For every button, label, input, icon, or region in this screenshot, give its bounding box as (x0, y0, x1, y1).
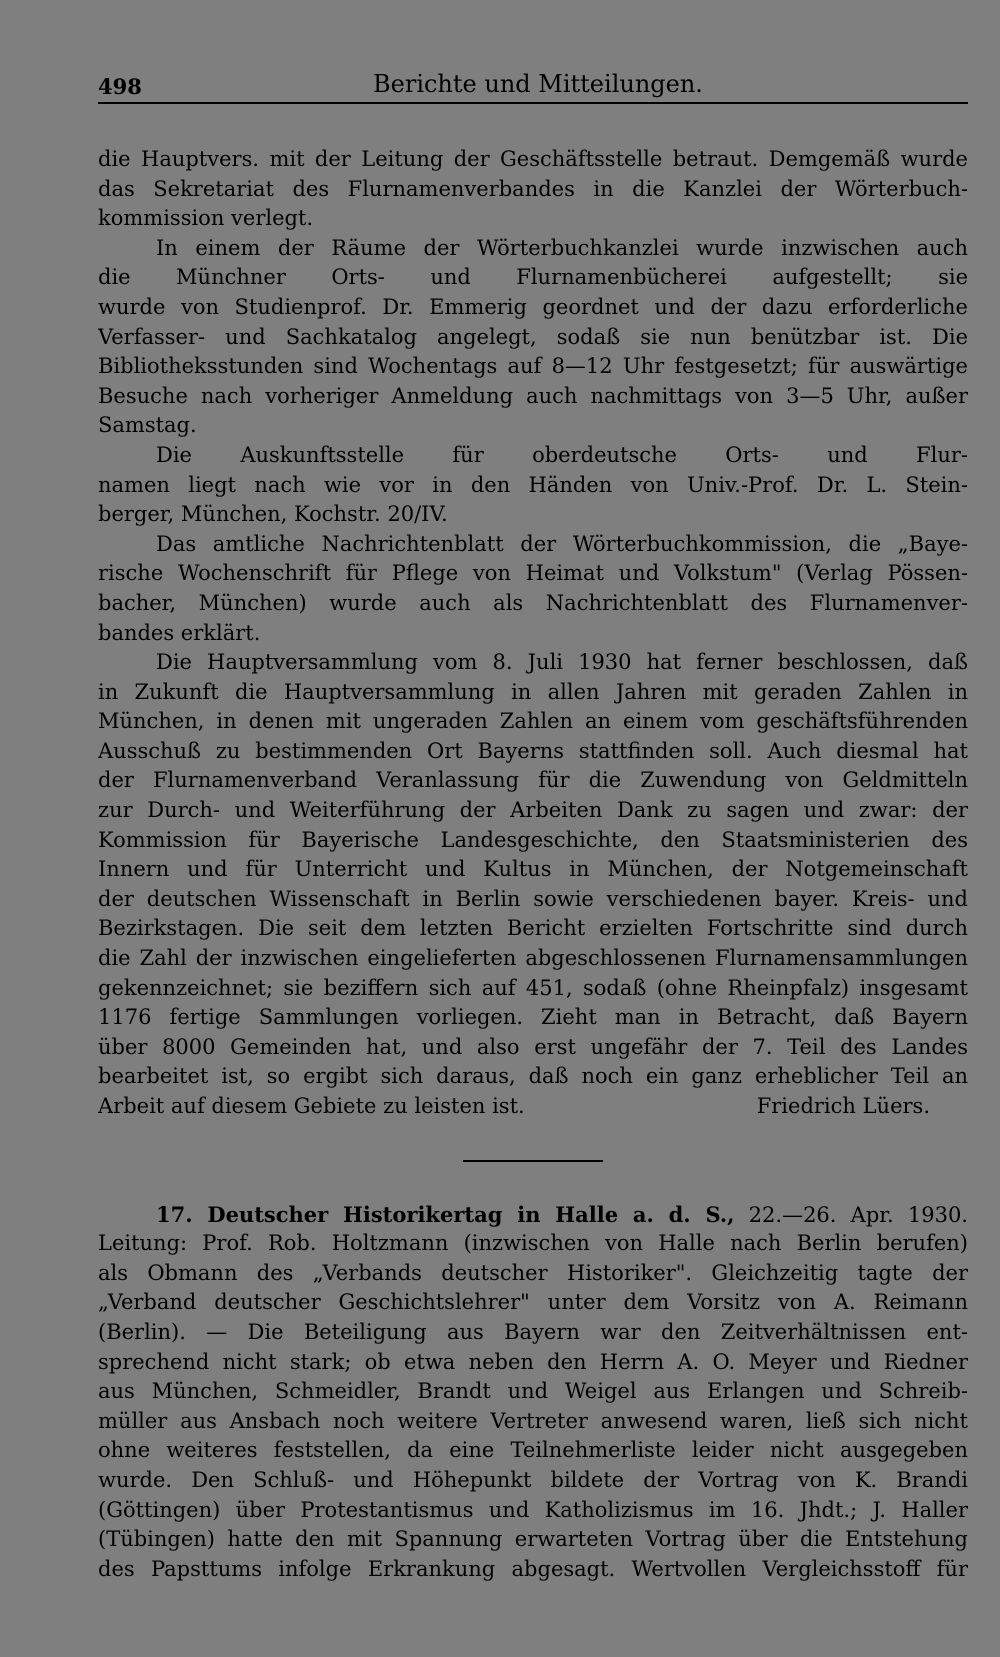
text-line: Die Hauptversammlung vom 8. Juli 1930 hat ferner beschlossen, daß (156, 650, 968, 675)
text-line: (Göttingen) über Protestantismus und Katholizismus im 16. Jhdt.; J. Haller (98, 1497, 968, 1522)
text-line: wurde von Studienprof. Dr. Emmerig geordnet und der dazu erforderliche (98, 294, 968, 319)
report-section (98, 145, 968, 1122)
text-line: die Zahl der inzwischen eingelieferten abgeschlossenen Flurnamensammlungen (98, 946, 968, 971)
text-line: Das amtliche Nachrichtenblatt der Wörterbuchkommission, die „Baye- (156, 531, 968, 556)
text-line: Leitung: Prof. Rob. Holtzmann (inzwischen von Halle nach Berlin berufen) (98, 1231, 968, 1256)
header-rule (98, 102, 968, 104)
text-line: der deutschen Wissenschaft in Berlin sowie verschiedenen bayer. Kreis- und (98, 886, 968, 911)
text-line: Bezirkstagen. Die seit dem letzten Bericht erzielten Fortschritte sind durch (98, 916, 968, 941)
text-line: zur Durch- und Weiterführung der Arbeiten Dank zu sagen und zwar: der (98, 798, 968, 823)
text-line: Arbeit auf diesem Gebiete zu leisten ist. (98, 1094, 525, 1118)
text-line: die Münchner Orts- und Flurnamenbücherei aufgestellt; sie (98, 265, 968, 290)
text-line: München, in denen mit ungeraden Zahlen an einem vom geschäftsführenden (98, 709, 968, 734)
text-line: In einem der Räume der Wörterbuchkanzlei wurde inzwischen auch (156, 235, 968, 260)
text-line: Samstag. (98, 413, 197, 438)
text-line: rische Wochenschrift für Pflege von Heimat und Volkstum" (Verlag Pössen- (98, 561, 968, 586)
page-number: 498 (98, 74, 142, 99)
text-line: namen liegt nach wie vor in den Händen von Univ.-Prof. Dr. L. Stein- (98, 472, 968, 497)
text-line: die Hauptvers. mit der Leitung der Geschäftsstelle betraut. Demgemäß wurde (98, 147, 968, 171)
text-line: ohne weiteres feststellen, da eine Teilnehmerliste leider nicht ausgegeben (98, 1438, 968, 1463)
text-line: als Obmann des „Verbands deutscher Historiker". Gleichzeitig tagte der (98, 1260, 968, 1285)
text-line: berger, München, Kochstr. 20/IV. (98, 502, 448, 527)
text-line: Verfasser- und Sachkatalog angelegt, sodaß sie nun benützbar ist. Die (98, 324, 968, 349)
text-line: Innern und für Unterricht und Kultus in München, der Notgemeinschaft (98, 857, 968, 882)
running-title: Berichte und Mitteilungen. (373, 70, 703, 98)
text-line: bacher, München) wurde auch als Nachrichtenblatt des Flurnamenver- (98, 590, 968, 615)
text-line: 1176 fertige Sammlungen vorliegen. Zieht man in Betracht, daß Bayern (98, 1005, 968, 1030)
section-separator (463, 1160, 603, 1162)
text-line: bearbeitet ist, so ergibt sich daraus, daß noch ein ganz erheblicher Teil an (98, 1064, 968, 1089)
text-line-with-signature (98, 1092, 968, 1122)
text-line: „Verband deutscher Geschichtslehrer" unter dem Vorsitz von A. Reimann (98, 1290, 968, 1315)
author-signature: Friedrich Lüers. (756, 1094, 930, 1118)
text-line: Kommission für Bayerische Landesgeschichte, den Staatsministerien des (98, 827, 968, 852)
text-line: müller aus Ansbach noch weitere Vertreter anwesend waren, ließ sich nicht (98, 1408, 968, 1433)
text-line: gekennzeichnet; sie beziffern sich auf 451, sodaß (ohne Rheinpfalz) insgesamt (98, 975, 968, 1000)
text-line: bandes erklärt. (98, 620, 261, 645)
page-body (98, 145, 968, 1584)
text-line: aus München, Schmeidler, Brandt und Weigel aus Erlangen und Schreib- (98, 1379, 968, 1404)
text-line: wurde. Den Schluß- und Höhepunkt bildete der Vortrag von K. Brandi (98, 1467, 968, 1492)
section-heading-dates: 22.—26. Apr. 1930. (734, 1202, 968, 1227)
section-heading-line (98, 1200, 968, 1230)
page-header (98, 66, 968, 102)
text-line: Ausschuß zu bestimmenden Ort Bayerns stattfinden soll. Auch diesmal hat (98, 738, 968, 763)
text-line: Bibliotheksstunden sind Wochentags auf 8—12 Uhr festgesetzt; für auswärtige (98, 354, 968, 379)
text-line: (Berlin). — Die Beteiligung aus Bayern war den Zeitverhältnissen ent- (98, 1319, 968, 1344)
historikertag-section (98, 1200, 968, 1585)
text-line: über 8000 Gemeinden hat, und also erst ungefähr der 7. Teil des Landes (98, 1034, 968, 1059)
text-line: kommission verlegt. (98, 206, 314, 231)
text-line: (Tübingen) hatte den mit Spannung erwarteten Vortrag über die Entstehung (98, 1527, 968, 1552)
text-line: Besuche nach vorheriger Anmeldung auch nachmittags von 3—5 Uhr, außer (98, 383, 968, 408)
text-line: der Flurnamenverband Veranlassung für die Zuwendung von Geldmitteln (98, 768, 968, 793)
text-line: in Zukunft die Hauptversammlung in allen Jahren mit geraden Zahlen in (98, 679, 968, 704)
text-line: Die Auskunftsstelle für oberdeutsche Orts- und Flur- (156, 442, 968, 467)
text-line: das Sekretariat des Flurnamenverbandes in die Kanzlei der Wörterbuch- (98, 176, 968, 201)
section-heading: 17. Deutscher Historikertag in Halle a. d. S., (156, 1201, 735, 1227)
text-line: des Papsttums infolge Erkrankung abgesagt. Wertvollen Vergleichsstoff für (98, 1556, 968, 1581)
text-line: sprechend nicht stark; ob etwa neben den Herrn A. O. Meyer und Riedner (98, 1349, 968, 1374)
